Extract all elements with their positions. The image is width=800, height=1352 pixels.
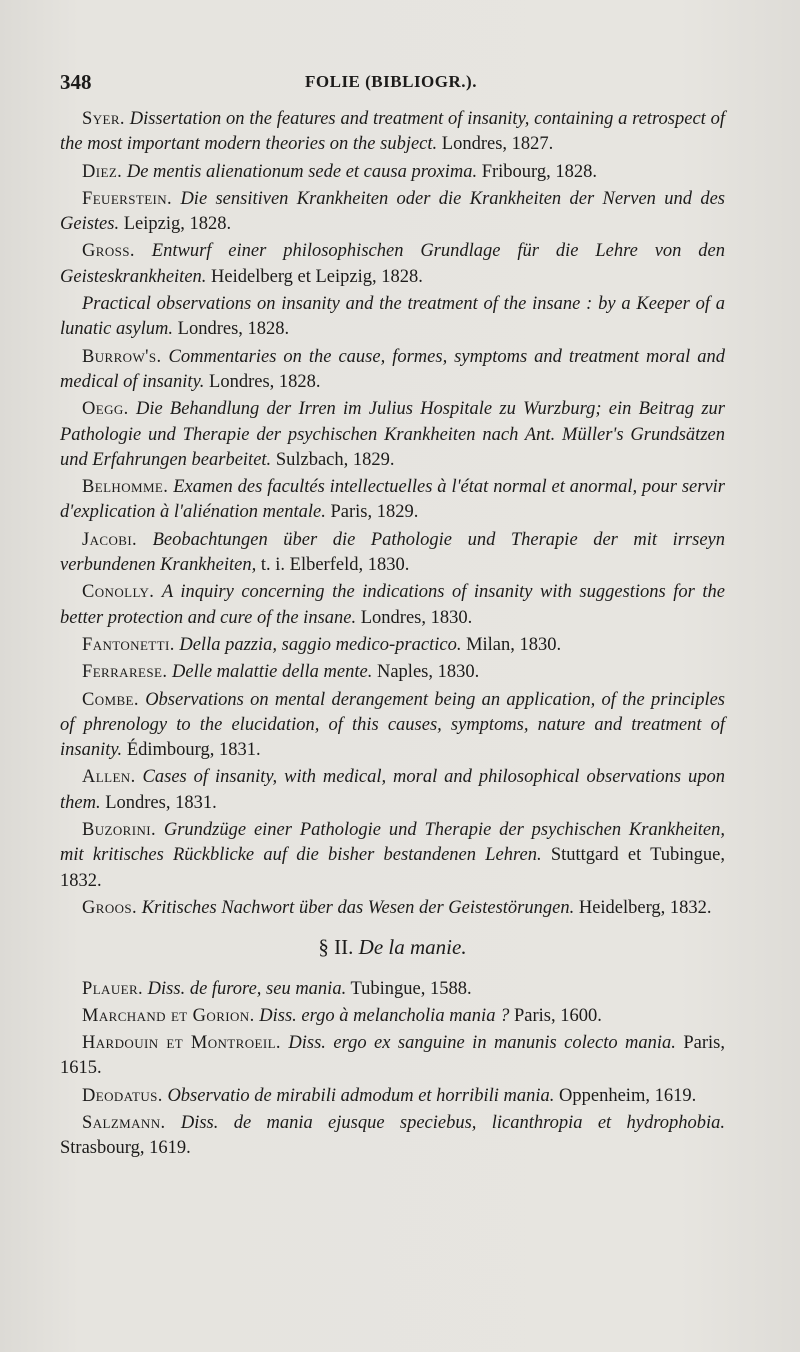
- section-bibliography-list: [60, 977, 725, 1162]
- entry-imprint: Tubingue, 1588.: [350, 978, 472, 999]
- entry-title: A inquiry concerning the indications of insanity with suggestions for the better protection and cure of the insane.: [60, 582, 726, 628]
- entry-title: Die Behandlung der Irren im Julius Hospitale zu Wurzburg; ein Beitrag zur Pathologie und Therapie der psychischen Krankheiten nach Ant. Müller's Grundsätzen und Erfahrungen bearbeitet.: [60, 399, 725, 470]
- entry-imprint: Stuttgard et Tubingue, 1832.: [60, 845, 725, 891]
- entry-imprint: Sulzbach, 1829.: [275, 449, 395, 470]
- entry-title: Diss. ergo ex sanguine in manunis colecto mania.: [288, 1033, 676, 1054]
- bibliography-entry: [60, 528, 725, 579]
- bibliography-list: [60, 107, 725, 921]
- entry-title: Observations on mental derangement being an application, of the principles of phrenology to the elucidation, of this causes, symptoms, nature and treatment of insanity.: [60, 689, 725, 761]
- entry-title: De mentis alienationum sede et causa proxima.: [126, 161, 478, 182]
- entry-author: Deodatus.: [82, 1085, 163, 1106]
- entry-title: Cases of insanity, with medical, moral and philosophical observations upon them.: [60, 767, 725, 813]
- bibliography-entry: [60, 633, 725, 658]
- entry-author: Fantonetti.: [82, 634, 175, 655]
- entry-title: Diss. ergo à melancholia mania ?: [259, 1005, 510, 1026]
- entry-author: Ferrarese.: [82, 662, 168, 683]
- entry-author: Salzmann.: [82, 1112, 166, 1133]
- bibliography-entry: [60, 160, 725, 185]
- bibliography-entry: [60, 292, 725, 343]
- bibliography-entry: [60, 107, 725, 158]
- entry-imprint: Londres, 1827.: [441, 134, 554, 155]
- bibliography-entry: [60, 688, 725, 764]
- bibliography-entry: [60, 1004, 725, 1029]
- entry-imprint: Paris, 1615.: [60, 1033, 725, 1079]
- entry-imprint: Paris, 1829.: [330, 502, 419, 523]
- entry-author: Marchand et Gorion.: [82, 1005, 255, 1026]
- bibliography-entry: [60, 1111, 725, 1162]
- entry-imprint: Oppenheim, 1619.: [559, 1085, 697, 1106]
- section-heading: [60, 935, 725, 960]
- entry-title: Diss. de mania ejusque speciebus, licanthropia et hydrophobia.: [180, 1112, 726, 1133]
- entry-imprint: Londres, 1831.: [105, 792, 217, 813]
- page-header: [60, 70, 725, 100]
- bibliography-entry: [60, 765, 725, 816]
- section-title: De la manie.: [358, 935, 467, 960]
- entry-imprint: Heidelberg et Leipzig, 1828.: [211, 266, 423, 287]
- bibliography-entry: [60, 977, 725, 1002]
- entry-imprint: t. i. Elberfeld, 1830.: [260, 555, 410, 576]
- entry-title: Practical observations on insanity and the treatment of the insane : by a Keeper of a lunatic asylum.: [60, 294, 725, 340]
- entry-title: Examen des facultés intellectuelles à l'état normal et anormal, pour servir d'explication à l'aliénation mentale.: [60, 477, 726, 523]
- bibliography-entry: [60, 1031, 725, 1082]
- entry-title: Dissertation on the features and treatment of insanity, containing a retrospect of the most important modern theories on the subject.: [60, 109, 726, 155]
- entry-imprint: Paris, 1600.: [513, 1005, 602, 1026]
- entry-imprint: Londres, 1828.: [209, 371, 321, 392]
- entry-title: Die sensitiven Krankheiten oder die Krankheiten der Nerven und des Geistes.: [60, 188, 726, 235]
- entry-imprint: Londres, 1830.: [360, 607, 473, 628]
- bibliography-entry: [60, 580, 725, 631]
- entry-author: Combe.: [82, 689, 139, 710]
- page-number: 348: [60, 70, 92, 94]
- entry-author: Gross.: [82, 241, 135, 262]
- entry-imprint: Londres, 1828.: [177, 319, 290, 340]
- bibliography-entry: [60, 475, 725, 526]
- entry-author: Conolly.: [82, 582, 155, 603]
- entry-author: Hardouin et Montroeil.: [82, 1033, 281, 1054]
- entry-title: Beobachtungen über die Pathologie und Therapie der mit irrseyn verbundenen Krankheiten,: [60, 529, 726, 576]
- entry-title: Commentaries on the cause, formes, symptoms and treatment moral and medical of insanity.: [60, 346, 725, 392]
- entry-imprint: Milan, 1830.: [466, 634, 562, 655]
- bibliography-entry: [60, 187, 725, 238]
- entry-author: Oegg.: [82, 399, 129, 420]
- entry-title: Grundzüge einer Pathologie und Therapie der psychischen Krankheiten, mit kritisches Rückblicke auf die bisher bestandenen Lehren.: [60, 820, 726, 866]
- entry-title: Delle malattie della mente.: [172, 662, 373, 683]
- entry-author: Feuerstein.: [82, 188, 173, 209]
- entry-author: Syer.: [82, 109, 125, 129]
- entry-author: Jacobi.: [82, 529, 138, 550]
- entry-author: Buzorini.: [82, 820, 156, 841]
- running-head: FOLIE (BIBLIOGR.).: [305, 72, 477, 91]
- entry-title: Della pazzia, saggio medico-practico.: [179, 634, 462, 655]
- bibliography-entry: [60, 1084, 725, 1109]
- entry-author: Allen.: [82, 767, 136, 788]
- entry-imprint: Naples, 1830.: [376, 662, 480, 683]
- section-number: § II.: [318, 935, 354, 960]
- entry-author: Groos.: [82, 897, 138, 918]
- entry-title: Entwurf einer philosophischen Grundlage für die Lehre von den Geisteskrankheiten.: [60, 241, 725, 287]
- entry-author: Diez.: [82, 161, 123, 182]
- entry-author: Belhomme.: [82, 477, 169, 498]
- bibliography-entry: [60, 818, 725, 894]
- entry-title: Observatio de mirabili admodum et horribili mania.: [167, 1085, 555, 1106]
- entry-imprint: Fribourg, 1828.: [481, 161, 597, 182]
- entry-title: Diss. de furore, seu mania.: [147, 978, 347, 999]
- bibliography-entry: [60, 345, 725, 396]
- bibliography-entry: [60, 660, 725, 685]
- bibliography-entry: [60, 239, 725, 290]
- entry-title: Kritisches Nachwort über das Wesen der Geistestörungen.: [141, 897, 575, 918]
- entry-author: Burrow's.: [82, 346, 162, 367]
- entry-imprint: Heidelberg, 1832.: [578, 897, 712, 918]
- entry-imprint: Édimbourg, 1831.: [126, 740, 261, 761]
- bibliography-entry: [60, 896, 725, 921]
- entry-imprint: Strasbourg, 1619.: [60, 1138, 191, 1159]
- entry-author: Plauer.: [82, 978, 144, 999]
- bibliography-body: [60, 107, 725, 1164]
- entry-imprint: Leipzig, 1828.: [123, 214, 232, 235]
- bibliography-entry: [60, 397, 725, 473]
